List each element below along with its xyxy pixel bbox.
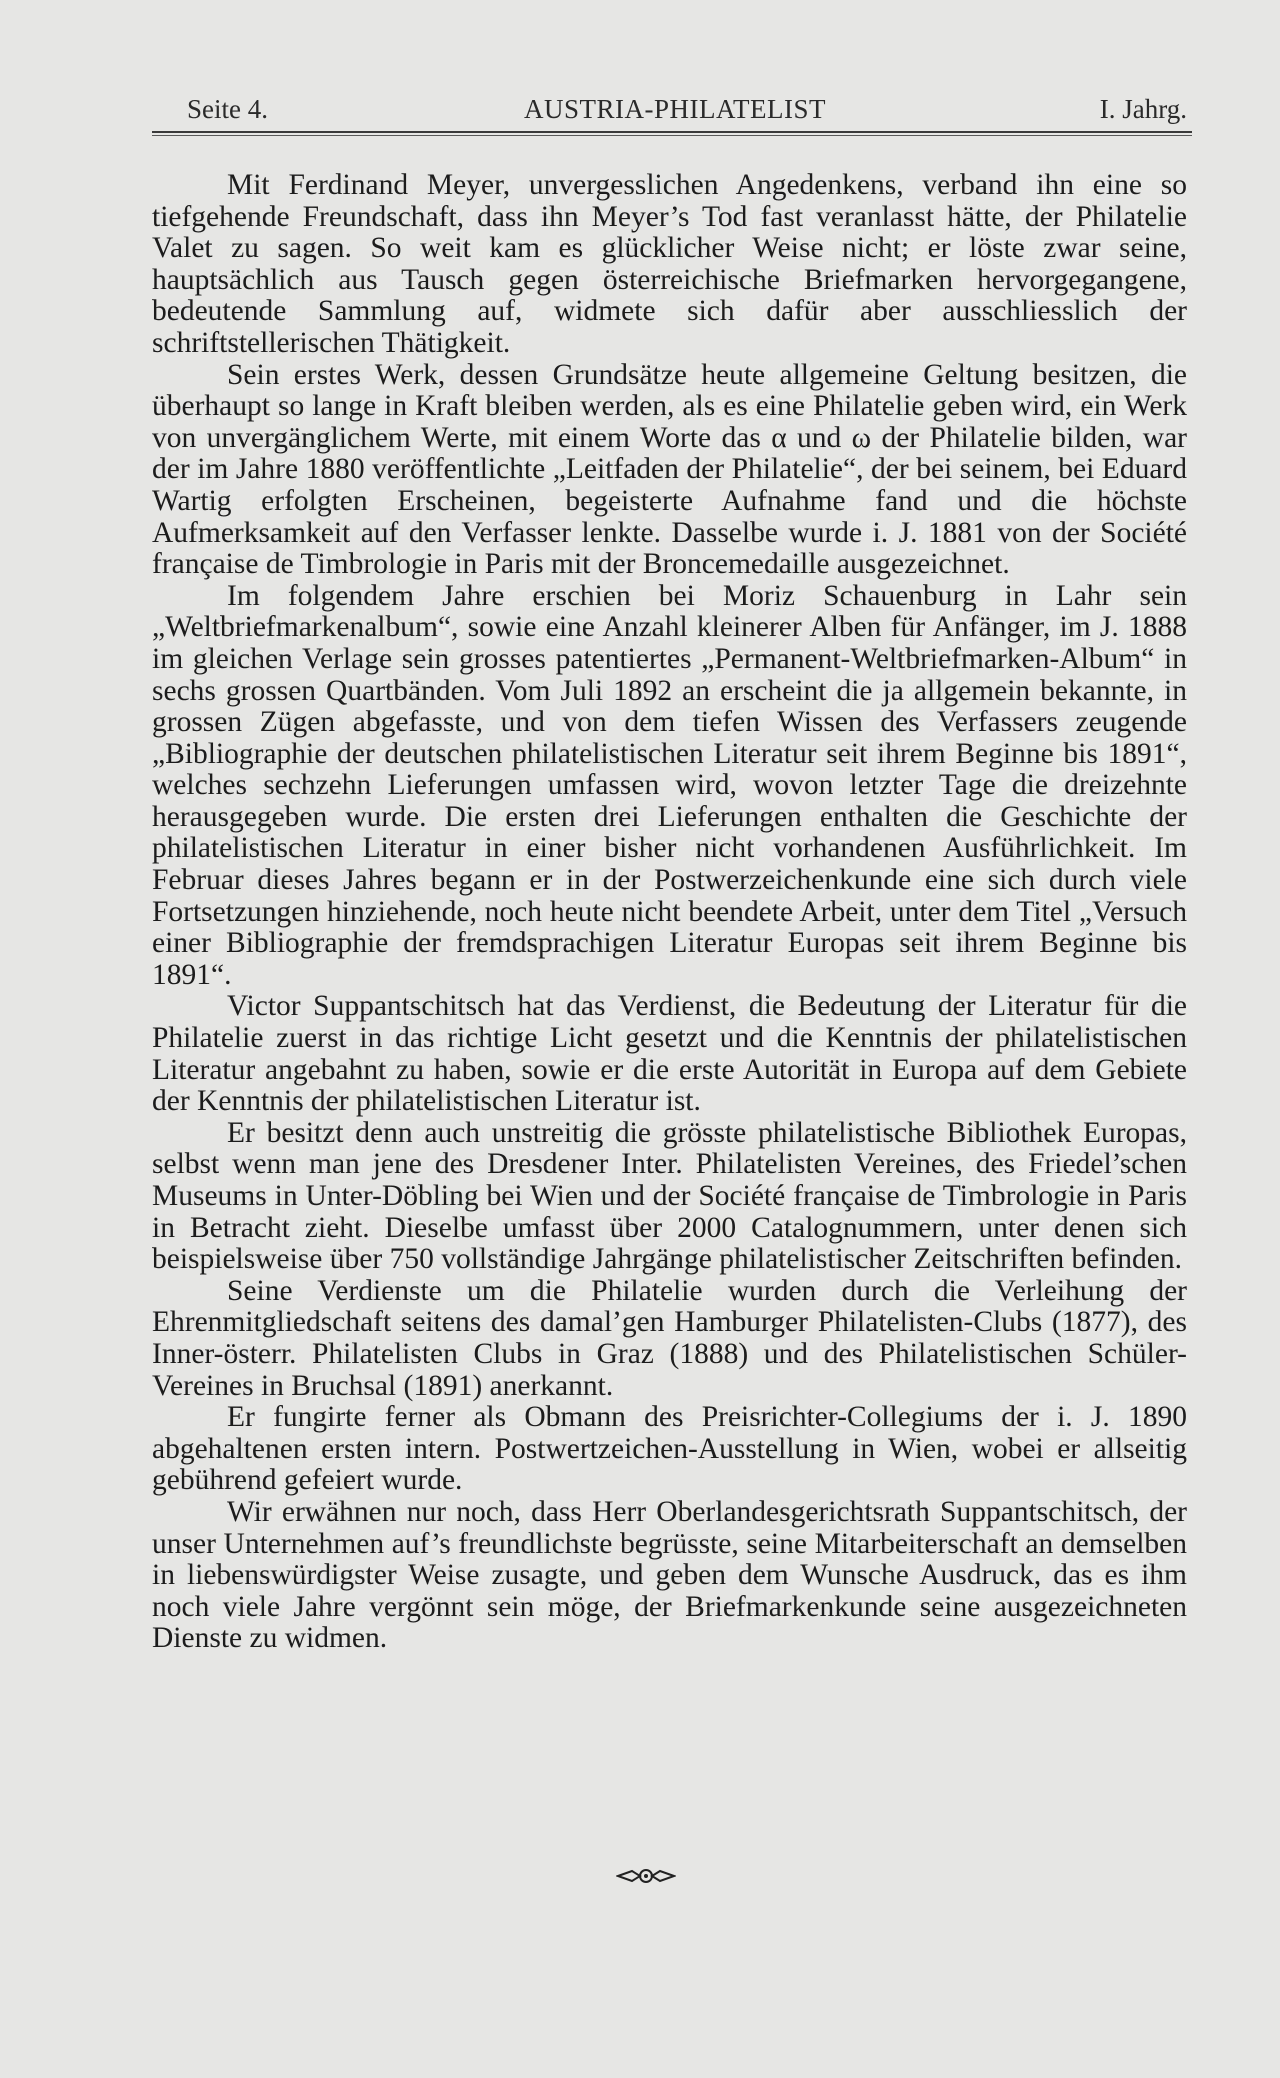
paragraph: Seine Verdienste um die Philatelie wurden durch die Verleihung der Ehrenmitgliedschaft seitens des damal’gen Hamburger Philatelisten-Clubs (1877), des Inner-österr. Philatelisten Clubs in Graz (1888) und des Philatelistischen Schüler-Vereines in Bruchsal (1891) anerkannt. xyxy=(152,1274,1187,1402)
header-rule-thin xyxy=(152,135,1192,136)
paragraph: Sein erstes Werk, dessen Grundsätze heute allgemeine Geltung besitzen, die überhaupt so lange in Kraft bleiben werden, als es eine Philatelie geben wird, ein Werk von unvergänglichem Werte, mit einem Worte das α und ω der Philatelie bilden, war der im Jahre 1880 veröffentlichte „Leitfaden der Philatelie“, der bei seinem, bei Eduard Wartig erfolgten Erscheinen, begeisterte Aufnahme fand und die höchste Aufmerksamkeit auf den Verfasser lenkte. Dasselbe wurde i. J. 1881 von der Société française de Timbrologie in Paris mit der Broncemedaille ausgezeichnet. xyxy=(152,358,1187,581)
paragraph: Wir erwähnen nur noch, dass Herr Oberlandesgerichtsrath Suppantschitsch, der unser Unternehmen auf’s freundlichste begrüsste, seine Mitarbeiterschaft an demselben in liebenswürdigster Weise zusagte, und geben dem Wunsche Ausdruck, das es ihm noch viele Jahre vergönnt sein möge, der Briefmarkenkunde seine ausgezeichneten Dienste zu widmen. xyxy=(152,1495,1187,1655)
paragraph: Im folgendem Jahre erschien bei Moriz Schauenburg in Lahr sein „Weltbriefmarkenalbum“, sowie eine Anzahl kleinerer Alben für Anfänger, im J. 1888 im gleichen Verlage sein grosses patentiertes „Permanent-Weltbriefmarken-Album“ in sechs grossen Quartbänden. Vom Juli 1892 an erscheint die ja allgemein bekannte, in grossen Zügen abgefasste, und von dem tiefen Wissen des Verfassers zeugende „Bibliographie der deutschen philatelistischen Literatur seit ihrem Beginne bis 1891“, welches sechzehn Lieferungen umfassen wird, wovon letzter Tage die dreizehnte herausgegeben wurde. Die ersten drei Lieferungen enthalten die Geschichte der philatelistischen Literatur in einer bisher nicht vorhandenen Ausführlichkeit. Im Februar dieses Jahres begann er in der Postwerzeichenkunde eine sich durch viele Fortsetzungen hinziehende, noch heute nicht beendete Arbeit, unter dem Titel „Versuch einer Bibliographie der fremdsprachigen Literatur Europas seit ihrem Beginne bis 1891“. xyxy=(152,579,1187,991)
journal-title: AUSTRIA-PHILATELIST xyxy=(524,94,826,124)
paragraph: Victor Suppantschitsch hat das Verdienst, die Bedeutung der Literatur für die Philatelie zuerst in das richtige Licht gesetzt und die Kenntnis der philatelistischen Literatur angebahnt zu haben, sowie er die erste Autorität in Europa auf dem Gebiete der Kenntnis der philatelistischen Literatur ist. xyxy=(152,990,1187,1118)
paragraph: Er besitzt denn auch unstreitig die grösste philatelistische Bibliothek Europas, selbst wenn man jene des Dresdener Inter. Philatelisten Vereines, des Friedel’schen Museums in Unter-Döbling bei Wien und der Société française de Timbrologie in Paris in Betracht zieht. Dieselbe umfasst über 2000 Catalognummern, unter denen sich beispielsweise über 750 vollständige Jahrgänge philatelistischer Zeitschriften befinden. xyxy=(152,1116,1187,1276)
volume-label: I. Jahrg. xyxy=(1099,94,1187,124)
header-rule xyxy=(152,131,1192,133)
article-body xyxy=(152,170,1187,1655)
paragraph: Er fungirte ferner als Obmann des Preisrichter-Collegiums der i. J. 1890 abgehaltenen ersten intern. Postwertzeichen-Ausstellung in Wien, wobei er allseitig gebührend gefeiert wurde. xyxy=(152,1401,1187,1497)
paragraph: Mit Ferdinand Meyer, unvergesslichen Angedenkens, verband ihn eine so tiefgehende Freundschaft, dass ihn Meyer’s Tod fast veranlasst hätte, der Philatelie Valet zu sagen. So weit kam es glücklicher Weise nicht; er löste zwar seine, hauptsächlich aus Tausch gegen österreichische Briefmarken hervorgegangene, bedeutende Sammlung auf, widmete sich dafür aber ausschliesslich der schriftstellerischen Thätigkeit. xyxy=(152,169,1187,359)
fleuron-ornament-icon xyxy=(616,1866,676,1886)
page-number: Seite 4. xyxy=(187,94,268,124)
running-header xyxy=(187,94,1187,134)
